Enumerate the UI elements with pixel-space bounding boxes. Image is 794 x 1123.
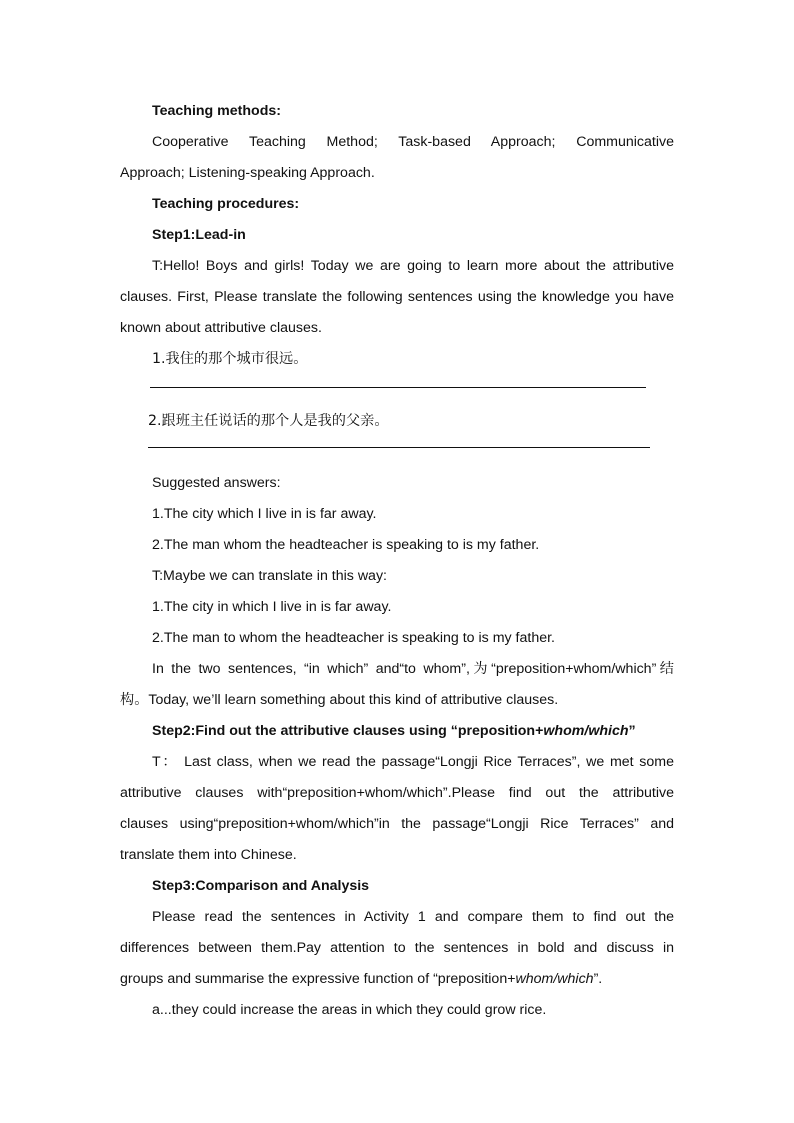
step3-line-3-end: ”. — [593, 971, 603, 987]
step1-heading: Step1:Lead-in — [152, 227, 246, 243]
two-sentences-line-1: In the two sentences, “in which” and“to whom”,为“preposition+whom/which”结 — [152, 661, 674, 677]
step2-heading-text: Step2:Find out the attributive clauses using “preposition+ — [152, 723, 544, 739]
alternative-intro: T:Maybe we can translate in this way: — [152, 568, 387, 584]
methods-line-2: Approach; Listening-speaking Approach. — [120, 165, 375, 181]
answer-blank-2 — [120, 441, 674, 472]
step3-line-3 — [120, 968, 674, 999]
example-a: a...they could increase the areas in which they could grow rice. — [152, 1002, 547, 1018]
suggested-answers-label: Suggested answers: — [152, 475, 281, 491]
step1-line-3: known about attributive clauses. — [120, 320, 322, 336]
step2-line-4: translate them into Chinese. — [120, 847, 297, 863]
step3-line-3-italic: whom/which — [515, 971, 594, 987]
step3-heading: Step3:Comparison and Analysis — [152, 878, 370, 894]
alternative-2: 2.The man to whom the headteacher is speaking to is my father. — [152, 630, 555, 646]
step2-line-1: T： Last class, when we read the passage“Longji Rice Terraces”, we met some — [152, 754, 674, 770]
step3-line-2: differences between them.Pay attention to the sentences in bold and discuss in — [120, 940, 674, 956]
step2-heading-italic: whom/which — [543, 723, 629, 739]
question-2: 2.跟班主任说话的那个人是我的父亲。 — [148, 413, 389, 429]
alternative-1: 1.The city in which I live in is far away. — [152, 599, 392, 615]
step3-line-1: Please read the sentences in Activity 1 and compare them to find out the — [152, 909, 674, 925]
answer-blank-1 — [120, 379, 674, 410]
step2-line-2: attributive clauses with“preposition+whom/which”.Please find out the attributive — [120, 785, 674, 801]
step2-heading-quote: ” — [628, 723, 636, 739]
methods-line-1: Cooperative Teaching Method; Task-based Approach; Communicative — [152, 134, 674, 150]
answer-1: 1.The city which I live in is far away. — [152, 506, 377, 522]
two-sentences-line-2: 构。Today, we’ll learn something about this kind of attributive clauses. — [120, 692, 559, 708]
methods-heading: Teaching methods: — [152, 103, 282, 119]
step3-line-3-text: groups and summarise the expressive function of “preposition+ — [120, 971, 516, 987]
step1-line-1: T:Hello! Boys and girls! Today we are going to learn more about the attributive — [152, 258, 674, 274]
procedures-heading: Teaching procedures: — [152, 196, 300, 212]
step1-line-2: clauses. First, Please translate the following sentences using the knowledge you have — [120, 289, 674, 305]
step2-line-3: clauses using“preposition+whom/which”in the passage“Longji Rice Terraces” and — [120, 816, 674, 832]
document-page — [120, 100, 674, 1030]
question-1: 1.我住的那个城市很远。 — [152, 351, 308, 367]
answer-2: 2.The man whom the headteacher is speaking to is my father. — [152, 537, 540, 553]
step2-heading — [120, 720, 674, 751]
